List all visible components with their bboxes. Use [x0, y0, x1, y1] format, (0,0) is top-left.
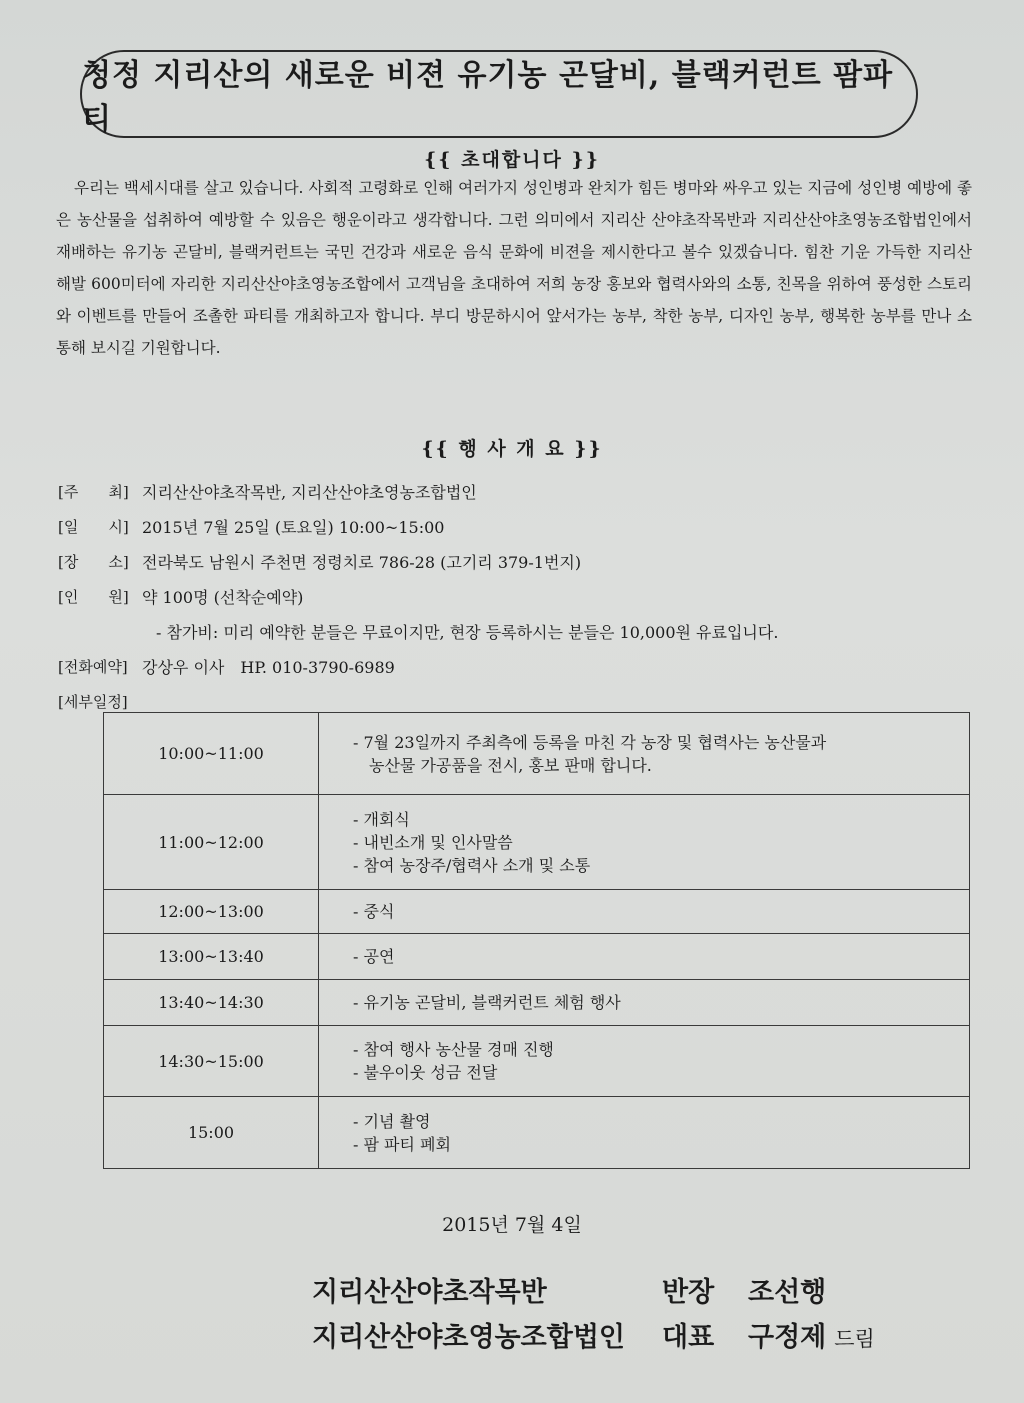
datetime-label: [일 시] — [58, 518, 129, 536]
schedule-item: - 참여 농장주/협력사 소개 및 소통 — [353, 855, 591, 875]
schedule-time: 13:40~14:30 — [104, 980, 319, 1026]
schedule-time: 14:30~15:00 — [104, 1026, 319, 1097]
schedule-row — [104, 795, 970, 890]
schedule-desc — [319, 1097, 970, 1169]
schedule-desc — [319, 890, 970, 934]
signature-suffix: 드림 — [834, 1327, 875, 1351]
signature-line — [312, 1315, 875, 1354]
schedule-time: 10:00~11:00 — [104, 713, 319, 795]
schedule-item: - 공연 — [353, 947, 395, 966]
signature-org: 지리산산야초작목반 — [312, 1277, 547, 1308]
signature-role: 반장 — [662, 1277, 715, 1308]
schedule-row — [104, 713, 970, 795]
overview-place — [58, 544, 958, 579]
schedule-time: 15:00 — [104, 1097, 319, 1169]
host-label: [주 최] — [58, 483, 129, 501]
schedule-desc — [319, 934, 970, 980]
schedule-item: - 팜 파티 폐회 — [353, 1134, 451, 1154]
schedule-row — [104, 980, 970, 1026]
intro-paragraph: 우리는 백세시대를 살고 있습니다. 사회적 고령화로 인해 여러가지 성인병과 완치가 힘든 병마와 싸우고 있는 지금에 성인병 예방에 좋은 농산물을 섭취하여 예방할 수 있음은 행운이라고 생각합니다. 그런 의미에서 지리산 산야초작목반과 지리산산야초영농조합법인에서 재배하는 유기농 곤달비, 블랙커런트는 국민 건강과 새로운 음식 문화에 비젼을 제시한다고 볼수 있겠습니다. 힘찬 기운 가득한 지리산 해발 600미터에 자리한 지리산산야초영농조합에서 고객님을 초대하여 저희 농장 홍보와 협력사와의 소통, 친목을 위하여 풍성한 스토리와 이벤트를 만들어 조촐한 파티를 개최하고자 합니다. 부디 방문하시어 앞서가는 농부, 착한 농부, 디자인 농부, 행복한 농부를 만나 소통해 보시길 기원합니다. — [56, 179, 972, 357]
schedule-row — [104, 890, 970, 934]
schedule-time: 11:00~12:00 — [104, 795, 319, 890]
schedule-row — [104, 1026, 970, 1097]
signature-name: 구정제 — [748, 1322, 827, 1353]
schedule-desc — [319, 980, 970, 1026]
title-frame — [80, 50, 918, 138]
signature-org: 지리산산야초영농조합법인 — [312, 1322, 625, 1353]
overview-people — [58, 579, 958, 614]
schedule-item: - 개회식 — [353, 809, 410, 829]
overview-list — [58, 474, 958, 719]
signature-role: 대표 — [662, 1322, 715, 1353]
signature-line — [312, 1270, 826, 1309]
people-value: 약 100명 (선착순예약) — [142, 588, 304, 607]
schedule-row — [104, 1097, 970, 1169]
page-title: 청정 지리산의 새로운 비젼 유기농 곤달비, 블랙커런트 팜파티 — [82, 58, 894, 137]
schedule-item: - 유기농 곤달비, 블랙커런트 체험 행사 — [353, 993, 621, 1012]
overview-phone — [58, 649, 958, 684]
schedule-desc — [319, 713, 970, 795]
schedule-desc — [319, 795, 970, 890]
schedule-time: 12:00~13:00 — [104, 890, 319, 934]
schedule-item: - 7월 23일까지 주최측에 등록을 마친 각 농장 및 협력사는 농산물과 — [353, 732, 827, 752]
schedule-desc — [319, 1026, 970, 1097]
place-label: [장 소] — [58, 553, 129, 571]
schedule-time: 13:00~13:40 — [104, 934, 319, 980]
phone-label: [전화예약] — [58, 658, 128, 676]
schedule-label: [세부일정] — [58, 693, 128, 711]
place-value: 전라북도 남원시 주천면 정령치로 786-28 (고기리 379-1번지) — [142, 553, 582, 572]
schedule-item: - 내빈소개 및 인사말씀 — [353, 832, 513, 852]
overview-datetime — [58, 509, 958, 544]
overview-host — [58, 474, 958, 509]
phone-value: 강상우 이사 HP. 010-3790-6989 — [142, 658, 395, 677]
schedule-item: 농산물 가공품을 전시, 홍보 판매 합니다. — [369, 755, 652, 775]
signature-name: 조선행 — [748, 1277, 827, 1308]
host-value: 지리산산야초작목반, 지리산산야초영농조합법인 — [142, 483, 477, 502]
schedule-item: - 기념 촬영 — [353, 1111, 431, 1131]
schedule-row — [104, 934, 970, 980]
datetime-value: 2015년 7월 25일 (토요일) 10:00~15:00 — [142, 518, 445, 537]
schedule-item: - 불우이웃 성금 전달 — [353, 1063, 498, 1082]
issue-date: 2015년 7월 4일 — [442, 1214, 582, 1236]
schedule-table — [103, 712, 970, 1169]
schedule-item: - 참여 행사 농산물 경매 진행 — [353, 1040, 554, 1059]
overview-heading: {{ 행 사 개 요 }} — [421, 438, 603, 460]
people-label: [인 원] — [58, 588, 129, 606]
fee-note: - 참가비: 미리 예약한 분들은 무료이지만, 현장 등록하시는 분들은 10,000원 유료입니다. — [156, 623, 779, 642]
invite-heading: {{ 초대합니다 }} — [424, 149, 600, 171]
schedule-item: - 중식 — [353, 902, 395, 921]
